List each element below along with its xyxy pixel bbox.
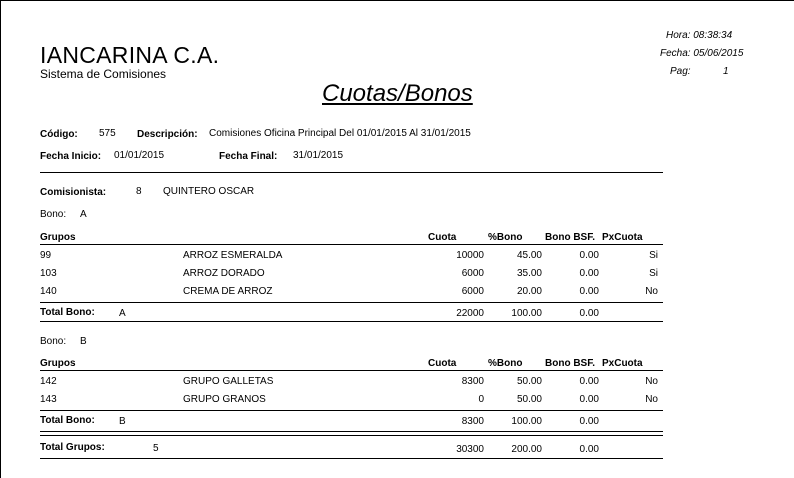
row-pct: 50.00 (516, 376, 542, 387)
time-label: Hora: (666, 30, 691, 41)
total-bono-a-code: A (119, 308, 126, 319)
row-bsf: 0.00 (579, 250, 599, 261)
col-grupos: Grupos (40, 232, 76, 243)
divider (40, 172, 663, 173)
descripcion-label: Descripción: (137, 129, 198, 140)
col-bono-bsf: Bono BSF. (545, 232, 595, 243)
col-bono-bsf: Bono BSF. (545, 358, 595, 369)
total-bono-a-pct: 100.00 (511, 308, 542, 319)
total-bono-a-bsf: 0.00 (579, 308, 599, 319)
bono-a-code: A (80, 209, 87, 220)
page-border-left (0, 0, 1, 478)
col-pct-bono: %Bono (488, 232, 523, 243)
row-pct: 50.00 (516, 394, 542, 405)
col-cuota: Cuota (428, 232, 457, 243)
codigo-label: Código: (40, 129, 78, 140)
divider (40, 370, 663, 371)
row-bsf: 0.00 (579, 376, 599, 387)
row-bsf: 0.00 (579, 394, 599, 405)
row-cuota: 6000 (461, 286, 484, 297)
row-id: 143 (40, 394, 57, 405)
total-grupos-bsf: 0.00 (579, 444, 599, 455)
total-bono-a-cuota: 22000 (456, 308, 484, 319)
page-border-top (0, 0, 794, 1)
page-label: Pag: (670, 66, 691, 77)
divider (40, 410, 663, 411)
divider (40, 244, 663, 245)
date-label: Fecha: (660, 48, 691, 59)
row-cuota: 6000 (461, 268, 484, 279)
total-bono-a-label: Total Bono: (40, 307, 95, 318)
row-id: 103 (40, 268, 57, 279)
total-bono-b-label: Total Bono: (40, 415, 95, 426)
row-pct: 45.00 (516, 250, 542, 261)
divider (40, 302, 663, 303)
total-grupos-label: Total Grupos: (40, 442, 105, 453)
row-px: No (645, 286, 658, 297)
row-pct: 20.00 (516, 286, 542, 297)
bono-b-code: B (80, 336, 87, 347)
row-id: 99 (40, 250, 52, 261)
col-grupos: Grupos (40, 358, 76, 369)
total-grupos-cuota: 30300 (456, 444, 484, 455)
bono-a-label: Bono: (40, 209, 67, 220)
row-px: No (645, 376, 658, 387)
row-name: ARROZ ESMERALDA (183, 250, 283, 261)
fecha-inicio-label: Fecha Inicio: (40, 151, 102, 162)
col-pct-bono: %Bono (488, 358, 523, 369)
bono-b-label: Bono: (40, 336, 67, 347)
row-bsf: 0.00 (579, 286, 599, 297)
page-number (670, 66, 730, 77)
divider (40, 435, 663, 436)
row-cuota: 10000 (456, 250, 484, 261)
col-px-cuota: PxCuota (602, 358, 643, 369)
row-cuota: 0 (478, 394, 484, 405)
divider (40, 321, 663, 322)
row-name: GRUPO GRANOS (183, 394, 266, 405)
col-px-cuota: PxCuota (602, 232, 643, 243)
comisionista-name: QUINTERO OSCAR (163, 186, 255, 197)
print-time (666, 30, 732, 41)
row-id: 142 (40, 376, 57, 387)
company-name: IANCARINA C.A. (40, 42, 220, 68)
col-cuota: Cuota (428, 358, 457, 369)
row-px: No (645, 394, 658, 405)
codigo-value: 575 (99, 128, 116, 139)
report-title: Cuotas/Bonos (322, 80, 473, 107)
descripcion-value: Comisiones Oficina Principal Del 01/01/2015 Al 31/01/2015 (209, 128, 471, 139)
row-bsf: 0.00 (579, 268, 599, 279)
page-value: 1 (723, 66, 729, 77)
print-date (660, 48, 743, 59)
total-grupos-pct: 200.00 (511, 444, 542, 455)
comisionista-label: Comisionista: (40, 187, 107, 198)
row-pct: 35.00 (516, 268, 542, 279)
fecha-final-label: Fecha Final: (219, 151, 278, 162)
divider (40, 431, 663, 432)
fecha-inicio-value: 01/01/2015 (114, 150, 165, 161)
fecha-final-value: 31/01/2015 (293, 150, 344, 161)
row-px: Si (649, 268, 658, 279)
row-id: 140 (40, 286, 57, 297)
total-bono-b-pct: 100.00 (511, 416, 542, 427)
date-value: 05/06/2015 (693, 48, 744, 59)
row-name: ARROZ DORADO (183, 268, 265, 279)
row-name: CREMA DE ARROZ (183, 286, 273, 297)
system-name: Sistema de Comisiones (40, 67, 167, 81)
row-name: GRUPO GALLETAS (183, 376, 274, 387)
row-px: Si (649, 250, 658, 261)
total-bono-b-cuota: 8300 (461, 416, 484, 427)
divider (40, 458, 663, 459)
comisionista-id: 8 (136, 186, 142, 197)
total-bono-b-code: B (119, 416, 126, 427)
time-value: 08:38:34 (693, 30, 733, 41)
total-bono-b-bsf: 0.00 (579, 416, 599, 427)
row-cuota: 8300 (461, 376, 484, 387)
total-grupos-count: 5 (153, 443, 159, 454)
